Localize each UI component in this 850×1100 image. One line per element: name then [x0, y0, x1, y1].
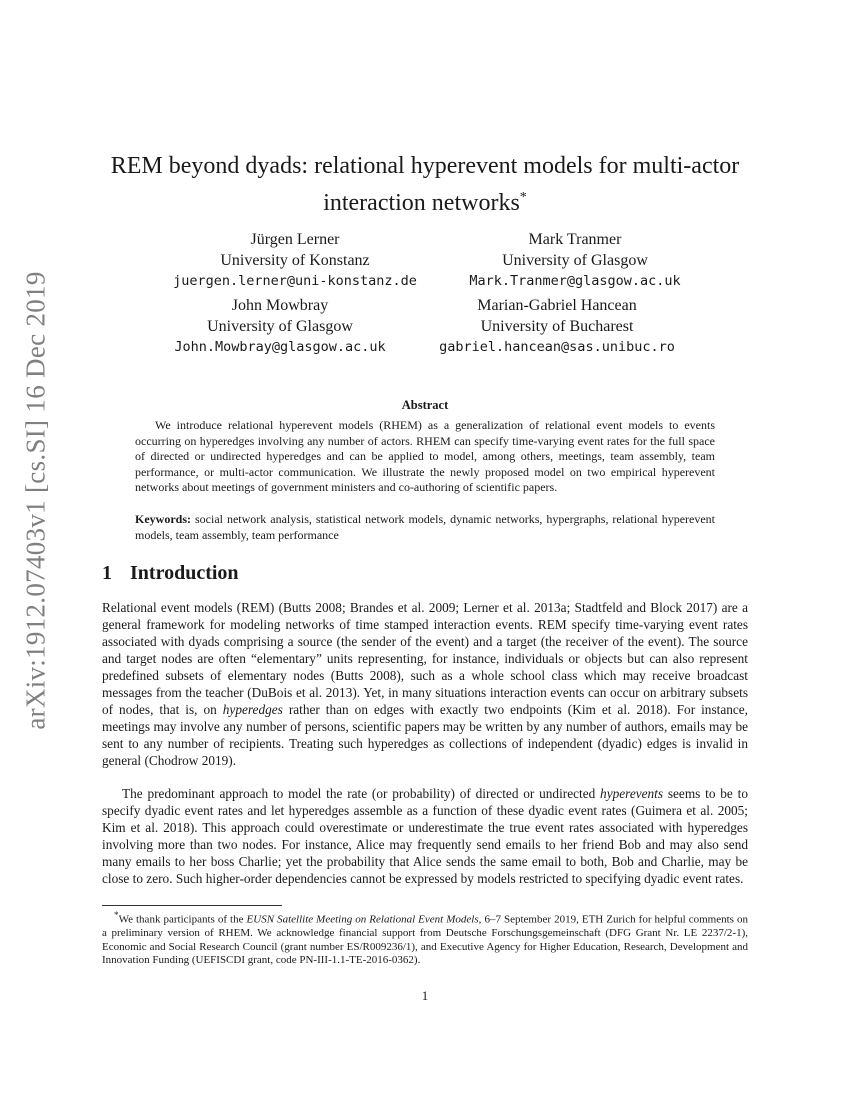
- abstract-heading: Abstract: [401, 398, 449, 412]
- body-paragraph: Relational event models (REM) (Butts 2008; Brandes et al. 2009; Lerner et al. 2013a; Stadtfeld and Block 2017) are a general framework for modeling networks of time stamped interaction events. REM specify time-varying event rates associated with dyads comprising a source (the sender of the event) and a target (the receiver of the event). The source and target nodes are often “elementary” units representing, for instance, individuals or objects but can also represent predefined subsets of elementary nodes (Butts 2008), such as a whole school class which may receive broadcast messages from the teacher (DuBois et al. 2013). Yet, in many situations interaction events can occur on arbitrary subsets of nodes, that is, on hyperedges rather than on edges with exactly two endpoints (Kim et al. 2018). For instance, meetings may involve any number of persons, scientific papers may be written by any number of authors, emails may be sent to any number of recipients. Treating such hyperedges as collections of independent (dyadic) edges is invalid in general (Chodrow 2019).: [102, 600, 748, 768]
- footnote: *We thank participants of the EUSN Satellite Meeting on Relational Event Models, 6–7 September 2019, ETH Zurich for helpful comments on a preliminary version of RHEM. We acknowledge financial support from Deutsche Forschungsgemeinschaft (DFG Grant Nr. LE 2237/2-1), Economic and Social Research Council (grant number ES/R009236/1), and Executive Agency for Higher Education, Research, Development and Innovation Funding (UEFISCDI grant, code PN-III-1.1-TE-2016-0362).: [102, 910, 748, 967]
- keywords: [135, 512, 715, 543]
- author-email[interactable]: gabriel.hancean@sas.unibuc.ro: [439, 339, 675, 355]
- emphasis-hyperevents: hyperevents: [600, 786, 664, 801]
- keywords-text: social network analysis, statistical network models, dynamic networks, hypergraphs, relational hyperevent models, team assembly, team performance: [135, 512, 716, 542]
- arxiv-identifier-stamp: [16, 270, 56, 730]
- title-footnote-mark[interactable]: *: [519, 190, 527, 205]
- author-affiliation: University of Konstanz: [220, 252, 370, 269]
- author-block: [415, 229, 735, 292]
- author-name: Mark Tranmer: [528, 231, 622, 248]
- section-number: 1: [102, 562, 112, 584]
- author-affiliation: University of Bucharest: [480, 318, 634, 335]
- body-paragraph: The predominant approach to model the rate (or probability) of directed or undirected hyperevents seems to be to specify dyadic event rates and let hyperedges assemble as a function of these dyadic event rates (Guimera et al. 2005; Kim et al. 2018). This approach could overestimate or underestimate the true event rates associated with hyperedges involving more than two nodes. For instance, Alice may frequently send emails to her friend Bob and may also send many emails to her boss Charlie; yet the probability that Alice sends the same email to both, Bob and Charlie, may be close to zero. Such higher-order dependencies cannot be expressed by models restricted to specifying dyadic event rates.: [102, 786, 748, 886]
- keywords-label: Keywords:: [135, 512, 191, 526]
- paper-title-line-2: interaction networks*: [323, 190, 527, 216]
- section-heading-introduction: [102, 562, 239, 585]
- abstract-text: We introduce relational hyperevent models (RHEM) as a generalization of relational event models to events occurring on hyperedges involving any number of actors. RHEM can specify time-varying event rates for the full space of directed or undirected hyperedges and can be applied to model, among others, meetings, team assembly, team performance, or multi-actor communication. We illustrate the newly proposed model on two empirical hyperevent networks about meetings of government ministers and co-authoring of scientific papers.: [135, 418, 715, 494]
- author-name: Marian-Gabriel Hancean: [477, 297, 637, 314]
- author-block: [135, 229, 455, 292]
- section-title: Introduction: [130, 562, 239, 584]
- author-affiliation: University of Glasgow: [207, 318, 353, 335]
- footnote-divider: [102, 905, 282, 906]
- author-affiliation: University of Glasgow: [502, 252, 648, 269]
- emphasis-hyperedges: hyperedges: [222, 702, 283, 717]
- author-name: John Mowbray: [231, 297, 329, 314]
- footnote-emphasis: EUSN Satellite Meeting on Relational Event Models: [246, 913, 479, 926]
- author-email[interactable]: Mark.Tranmer@glasgow.ac.uk: [469, 273, 681, 289]
- paper-title-line-1: REM beyond dyads: relational hyperevent models for multi-actor: [110, 153, 740, 179]
- author-email[interactable]: juergen.lerner@uni-konstanz.de: [173, 273, 417, 289]
- author-block: [120, 295, 440, 358]
- author-email[interactable]: John.Mowbray@glasgow.ac.uk: [174, 339, 386, 355]
- author-name: Jürgen Lerner: [250, 231, 340, 248]
- arxiv-identifier-text: arXiv:1912.07403v1 [cs.SI] 16 Dec 2019: [20, 270, 51, 730]
- paper-title: [100, 150, 750, 219]
- footnote-mark: *: [114, 910, 119, 920]
- author-block: [397, 295, 717, 358]
- page-number: 1: [421, 988, 429, 1003]
